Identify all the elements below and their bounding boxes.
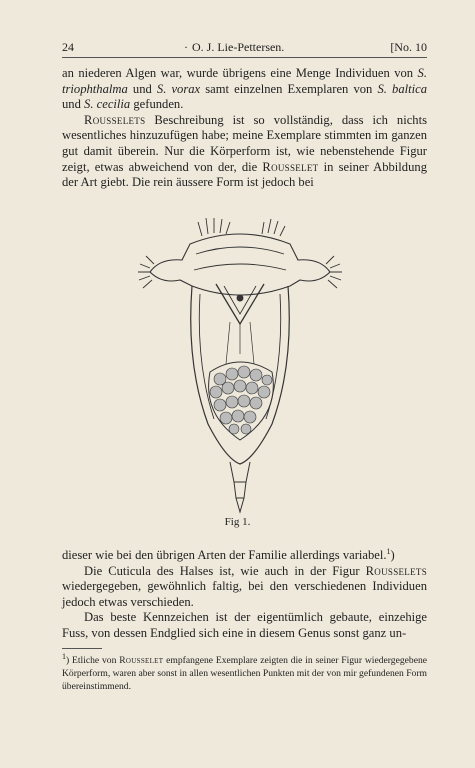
text-block-top xyxy=(62,66,427,191)
text-block-bottom xyxy=(62,548,427,642)
text-run: dieser wie bei den übrigen Arten der Familie allerdings variabel. xyxy=(62,548,387,562)
issue-number: [No. 10 xyxy=(390,40,427,54)
author-citation: Rousselets xyxy=(84,112,146,127)
species-name: S. baltica xyxy=(377,81,428,96)
text-run: ) xyxy=(390,548,395,562)
running-author: · O. J. Lie-Pettersen. xyxy=(184,40,285,54)
paragraph-5 xyxy=(62,610,427,641)
footnote-rule xyxy=(62,648,102,649)
footnote-number: 1 xyxy=(62,651,66,661)
footnote-marker: 1 xyxy=(386,546,391,556)
figure-caption: Fig 1. xyxy=(224,516,251,528)
page-number: 24 xyxy=(62,40,74,54)
text-run: samt einzelnen Exemplaren von xyxy=(200,81,378,96)
text-run: und xyxy=(62,97,85,112)
species-name: S. cecilia xyxy=(84,97,131,112)
text-run: Beschreibung ist so vollständig, dass ich nichts wesentliches hinzuzufügen habe; meine Exemplare stimmten im ganzen gut damit überein. Nur die Körperform ist, wie nebenstehende Figur zeigt, etwas abweichend von der, die xyxy=(62,112,427,174)
species-name: S. triophthalma xyxy=(62,66,427,96)
author-citation: Rousselet xyxy=(119,655,164,666)
text-run: wiedergegeben, gewöhnlich faltig, bei den verschiedenen Individuen jedoch etwas verschieden. xyxy=(62,579,427,609)
paragraph-4 xyxy=(62,564,427,611)
paragraph-3 xyxy=(62,548,427,564)
text-run: in seiner Abbildung der Art giebt. Die rein äussere Form ist jedoch bei xyxy=(62,159,427,190)
text-run: Die Cuticula des Halses ist, wie auch in der Figur xyxy=(84,563,366,578)
author-citation: Rousselet xyxy=(262,159,319,174)
text-run: ) Etliche von xyxy=(66,655,120,666)
text-run: empfangene Exemplare zeigten die in seiner Figur wiedergegebene Körperform, waren aber sonst in allen wesentlichen Punkten mit der von mir gefundenen Form übereinstimmend. xyxy=(62,655,428,692)
running-header xyxy=(62,40,427,55)
header-rule xyxy=(62,57,427,58)
text-run: an niederen Algen war, wurde übrigens eine Menge Individuen von xyxy=(62,66,418,80)
rotifer-illustration xyxy=(130,214,370,514)
paragraph-2 xyxy=(62,113,427,191)
footnote xyxy=(62,651,428,693)
text-run: und xyxy=(127,81,157,96)
author-citation: Rousselets xyxy=(365,563,427,578)
species-name: S. vorax xyxy=(156,81,201,96)
paragraph-1 xyxy=(62,66,427,113)
author-name: O. J. Lie-Pettersen. xyxy=(192,40,285,54)
text-run: gefunden. xyxy=(130,97,184,112)
text-run: Das beste Kennzeichen ist der eigentümlich gebaute, einzehige Fuss, von dessen Endglied sich eine in diesem Genus sonst ganz un- xyxy=(62,610,427,640)
